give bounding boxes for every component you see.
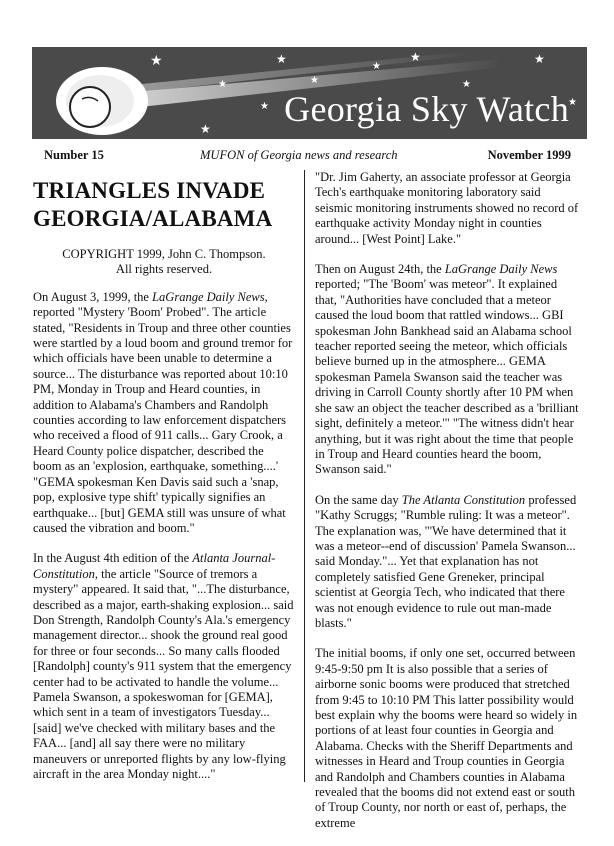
svg-text:★: ★: [410, 50, 421, 64]
issue-info-bar: [32, 148, 587, 164]
issue-number: Number 15: [44, 148, 104, 162]
mufon-label: MUFON: [200, 148, 245, 162]
paragraph-6: The initial booms, if only one set, occurred between 9:45-9:50 pm It is also possible that a series of airborne sonic booms were produced that stretched from 9:45 to 10:10 PM This latter possibility would best explain why the booms were heard so widely in portions of at least four counties in Georgia and Alabama. Checks with the Sheriff Departments and witnesses in Heard and Troup counties in Georgia and Randolph and Chambers counties in Alabama revealed that the booms did not extend east or south of Troup County, nor north or east of, perhaps, the extreme: [315, 646, 578, 830]
svg-text:★: ★: [260, 101, 269, 112]
left-column: [33, 170, 295, 797]
newsletter-title: Georgia Sky Watch: [284, 89, 569, 129]
svg-text:★: ★: [568, 97, 577, 108]
svg-text:★: ★: [150, 54, 163, 69]
p1-text-b: , reported "Mystery 'Boom' Probed". The article stated, "Residents in Troup and three other counties were startled by a loud boom and ground tremor for which officials have been unable to determine a source... The disturbance was reported about 10:10 PM, Monday in Troup and Heard counties, in addition to Alabama's Chambers and Randolph counties according to law enforcement dispatchers who received a flood of 911 calls... Gary Crook, a Heard County police dispatcher, described the boom as an 'explosion, earthquake, something....' "GEMA spokesman Ken Davis said such a 'snap, pop, explosive type shift' typically signifies an earthquake... [but] GEMA still was unsure of what caused the vibration and boom.": [33, 289, 293, 535]
paragraph-3: "Dr. Jim Gaherty, an associate professor at Georgia Tech's earthquake monitoring laboratory said seismic monitoring instruments showed no record of earthquake activity Monday night in counties around... [West Point] Lake.": [315, 170, 579, 246]
p2-text-a: In the August 4th edition of the: [33, 551, 193, 566]
paragraph-2: [33, 551, 295, 782]
headline-line-1: TRIANGLES INVADE: [33, 178, 266, 203]
p1-text-a: On August 3, 1999, the: [33, 289, 153, 304]
right-column: [315, 170, 580, 846]
subtitle-rest: of Georgia news and research: [244, 148, 398, 162]
p5-text-a: On the same day: [315, 492, 402, 507]
column-divider: [304, 170, 305, 782]
p4-text-b: reported; "The 'Boom' was meteor". It explained that, "Authorities have concluded that a meteor caused the loud boom that rattled windows... GBI spokesman John Bankhead said an Alabama school teacher reported seeing the meteor, which officials believe burned up in the atmosphere... GEMA spokesman Pamela Swanson said the teacher was driving in Carroll County shortly after 10 PM when she saw an object the teacher described as a 'brilliant sight, definitely a meteor.'" "The witness didn't hear anything, but it was right about the time that people in Troup and Heard counties heard the boom, Swanson said.": [315, 277, 579, 477]
svg-text:★: ★: [534, 52, 545, 66]
issue-subtitle: [200, 148, 398, 163]
article-headline: [33, 177, 295, 233]
svg-text:★: ★: [310, 75, 319, 86]
copyright-line-2: All rights reserved.: [115, 262, 213, 277]
masthead-banner: [32, 47, 587, 139]
p2-source: Atlanta Journal-Constitution: [33, 551, 276, 581]
paragraph-5: [315, 493, 580, 632]
p5-text-b: professed "Kathy Scruggs; "Rumble ruling: It was a meteor". The explanation was, "'We have determined that it was a meteor--end of discussion' Pamela Swanson... said Monday."... Yet that explanation has not completely satisfied Gene Greneker, principal scientist at Georgia Tech, who indicated that there was not enough evidence to rule out man-made blasts.": [315, 492, 577, 630]
paragraph-1: [33, 290, 295, 537]
p1-source: LaGrange Daily News: [152, 289, 265, 304]
copyright-notice: [33, 247, 295, 278]
svg-text:★: ★: [276, 52, 287, 66]
svg-text:★: ★: [200, 122, 211, 136]
svg-text:★: ★: [372, 61, 381, 72]
svg-text:★: ★: [462, 79, 471, 90]
svg-text:★: ★: [218, 79, 227, 90]
p4-source: LaGrange Daily News: [444, 262, 558, 277]
p5-source: The Atlanta Constitution: [401, 492, 526, 507]
issue-date: November 1999: [487, 148, 571, 162]
copyright-line-1: COPYRIGHT 1999, John C. Thompson.: [62, 247, 266, 261]
p4-text-a: Then on August 24th, the: [315, 262, 445, 277]
p2-text-b: , the article "Source of tremors a mystery" appeared. It said that, "...The disturbance, described as a major, earth-shaking explosion... said Don Strength, Randolph County's Ala.'s emergency management director... shook the ground real good for three or four seconds... So many calls flooded [Randolph] county's 911 system that the emergency center had to be activated to handle the volume... Pamela Swanson, a spokeswoman for [GEMA], which sent in a team of investigators Tuesday... [said] we've checked with military bases and the FAA... [and] all say there were no military maneuvers or unreported flights by any low-flying aircraft in the area Monday night....": [33, 566, 294, 781]
headline-line-2: GEORGIA/ALABAMA: [33, 206, 273, 231]
paragraph-4: [315, 262, 580, 478]
